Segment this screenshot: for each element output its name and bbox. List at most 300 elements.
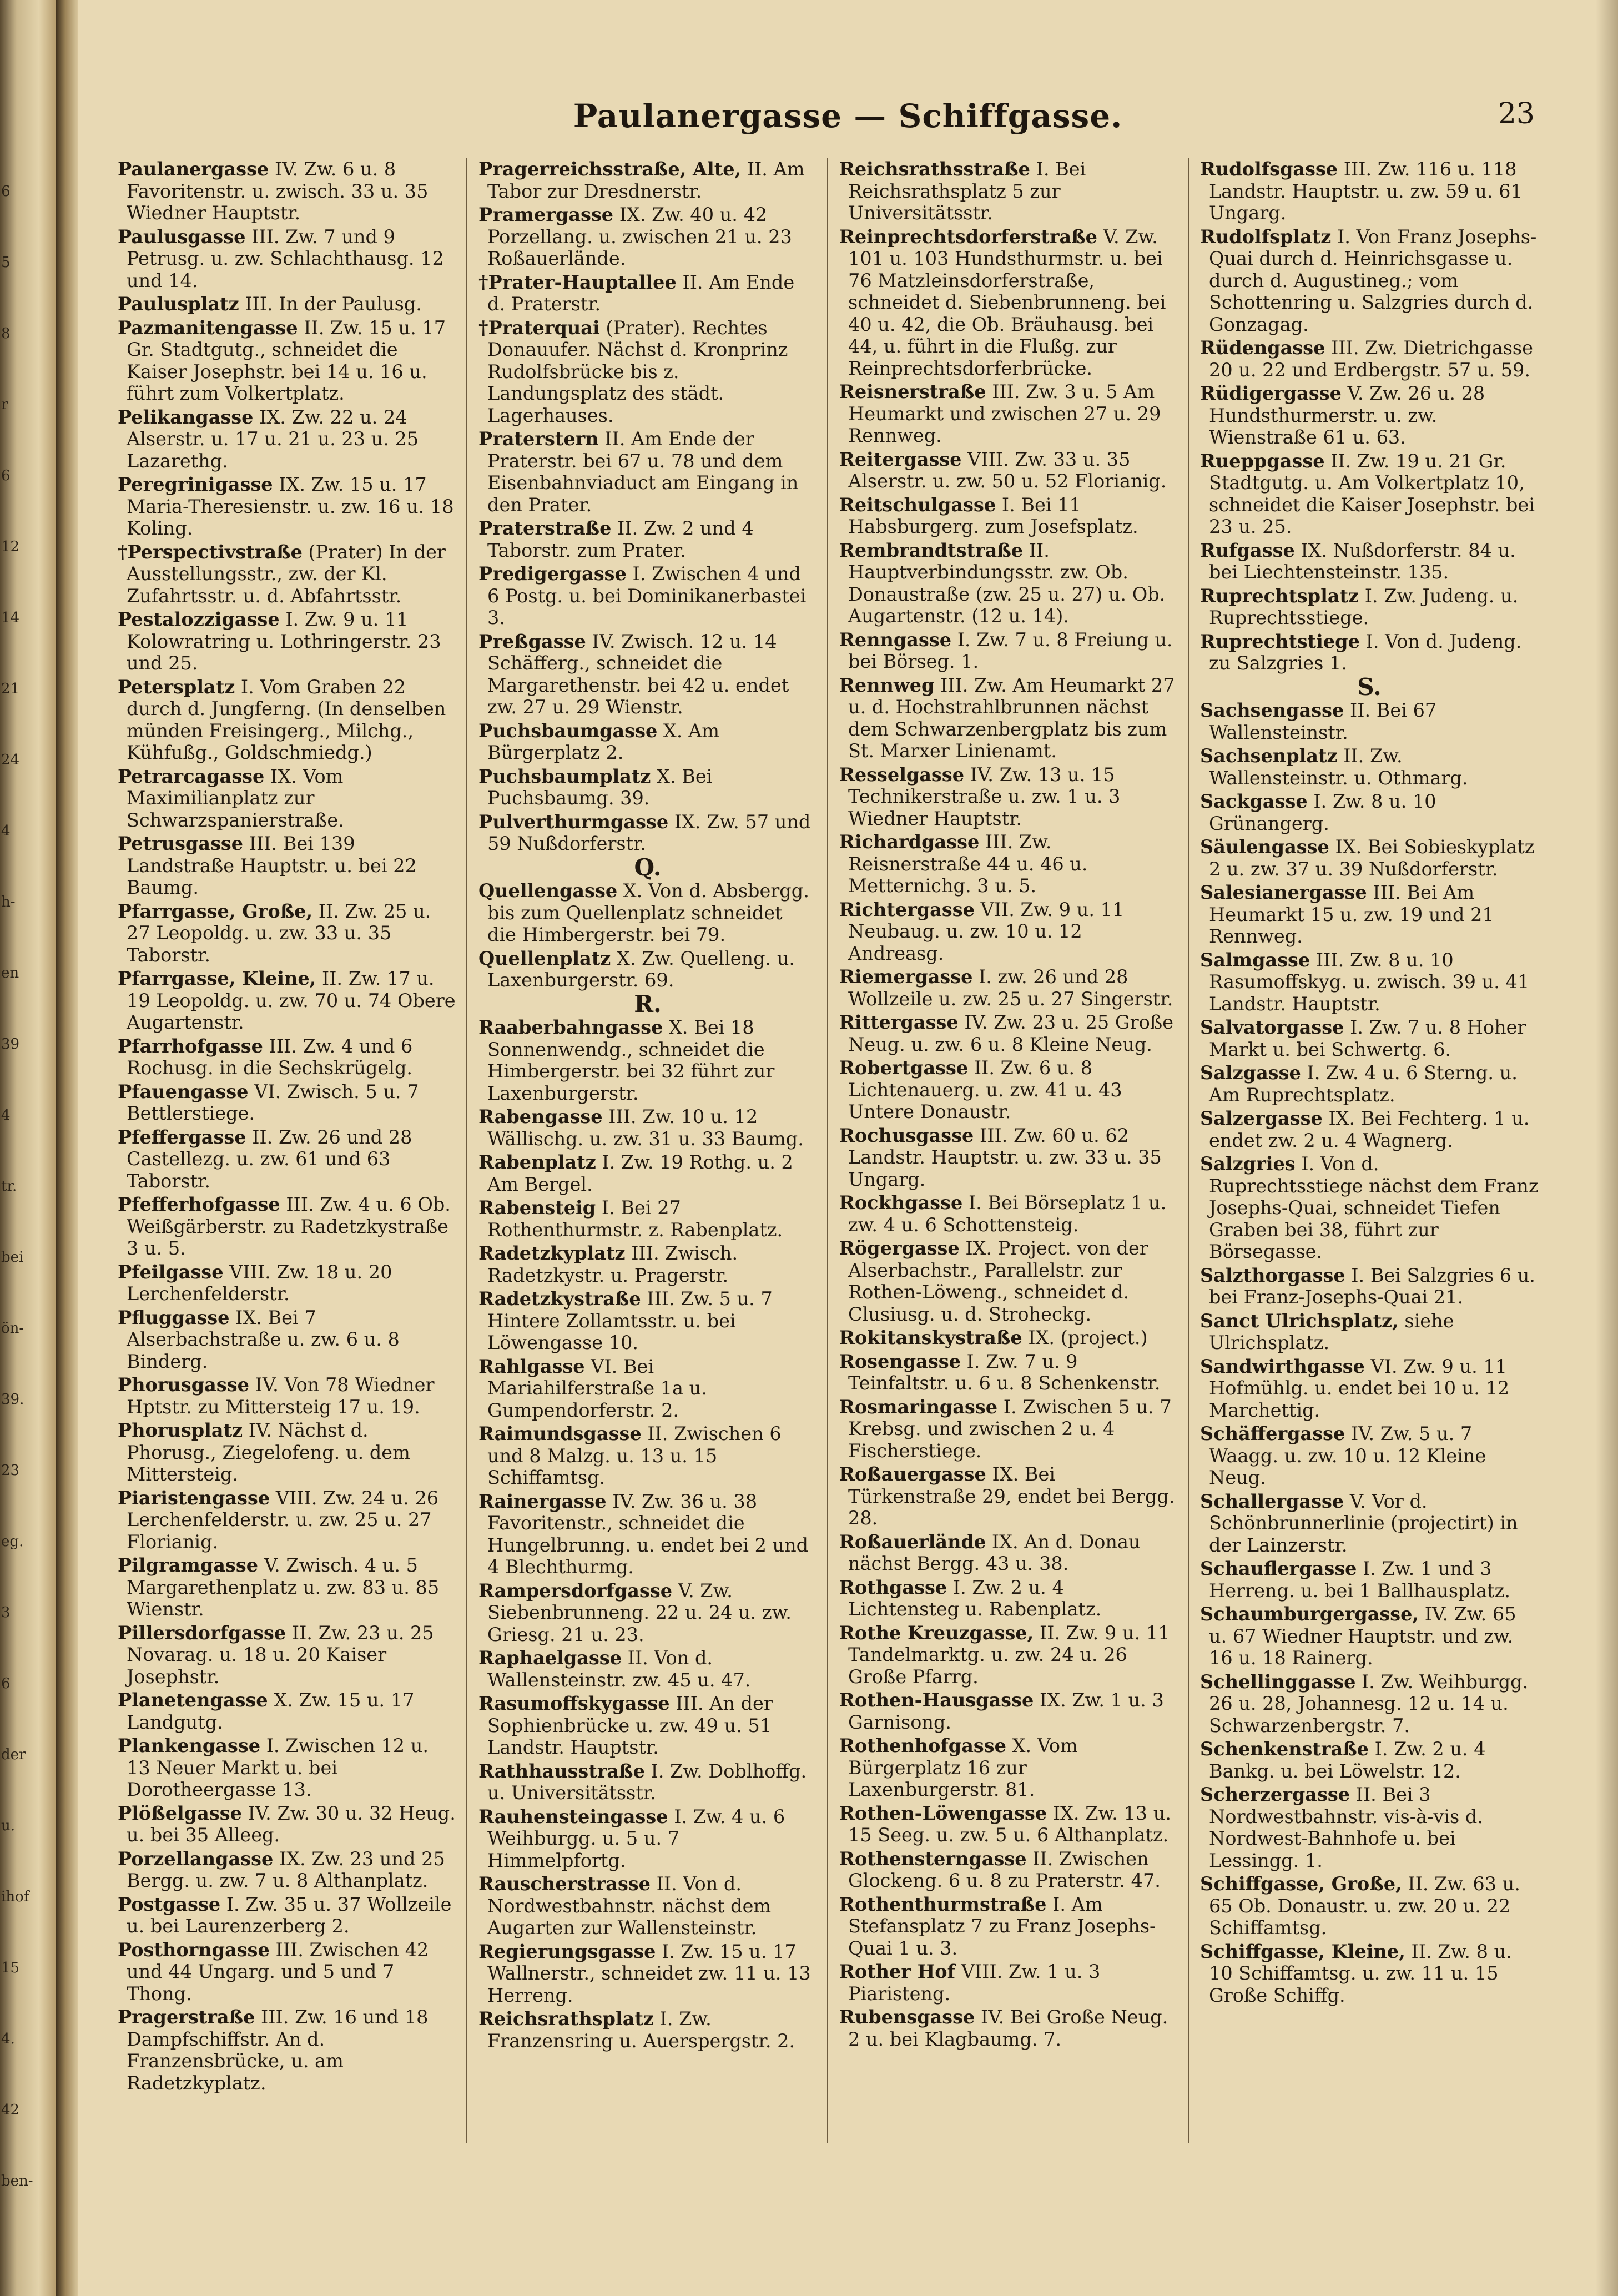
street-entry (1200, 1784, 1539, 1871)
street-description: IV. Zw. 23 u. 25 Große Neug. u. zw. 6 u. 8 Kleine Neug. (848, 1011, 1174, 1055)
street-description: III. Zwisch. Radetzkystr. u. Pragerstr. (487, 1242, 738, 1286)
street-name: Phorusgasse (118, 1374, 249, 1396)
street-entry (1200, 745, 1539, 789)
street-description: IX. (project.) (1028, 1327, 1148, 1348)
street-entry (118, 676, 456, 764)
street-name: Pfeilgasse (118, 1261, 224, 1283)
street-name: Petersplatz (118, 676, 235, 698)
street-entry (118, 1374, 456, 1418)
street-name: †Perspectivstraße (118, 541, 303, 563)
book-gutter (56, 0, 78, 2296)
street-name: Reinprechtsdorferstraße (839, 225, 1097, 248)
street-entry (478, 1356, 817, 1422)
street-description: I. Zwischen 12 u. 13 Neuer Markt u. bei Dorotheergasse 13. (127, 1735, 429, 1800)
street-entry (478, 1016, 817, 1104)
street-name: Rokitanskystraße (839, 1327, 1022, 1348)
street-entry (118, 541, 456, 607)
street-name: Regierungsgasse (478, 1940, 656, 1962)
street-name: Rubensgasse (839, 2006, 975, 2028)
street-name: Petrusgasse (118, 833, 244, 854)
street-entry (478, 2008, 817, 2052)
street-name: Reisnerstraße (839, 381, 986, 402)
previous-page-fragment: der (1, 1746, 26, 1763)
street-name: Pillersdorfgasse (118, 1622, 286, 1644)
street-entry (1200, 158, 1539, 224)
street-name: Pfarrhofgasse (118, 1035, 263, 1057)
street-name: Radetzkyplatz (478, 1242, 626, 1264)
street-description: X. Bei Puchsbaumg. 39. (487, 765, 713, 809)
street-name: Pelikangasse (118, 406, 254, 428)
street-description: II. Zw. 2 und 4 Taborstr. zum Prater. (487, 517, 754, 561)
street-description: IV. Nächst d. Phorusg., Ziegelofeng. u. dem Mittersteig. (127, 1419, 410, 1485)
street-name: Reitschulgasse (839, 494, 996, 516)
street-entry (478, 1288, 817, 1354)
street-entry (478, 1693, 817, 1759)
street-name: Salvatorgasse (1200, 1016, 1344, 1038)
street-entry (478, 1423, 817, 1489)
street-description: II. Am Tabor zur Dresdnerstr. (487, 158, 805, 202)
street-name: Pramergasse (478, 204, 614, 225)
street-name: Pfauengasse (118, 1080, 249, 1102)
street-name: Reichsrathsplatz (478, 2008, 654, 2030)
street-description: II. Von d. Wallensteinstr. zw. 45 u. 47. (487, 1647, 751, 1691)
street-name: Porzellangasse (118, 1847, 274, 1870)
street-description: I. Zw. 8 u. 10 Grünangerg. (1209, 790, 1436, 834)
street-name: Plankengasse (118, 1735, 261, 1756)
street-entry (839, 1735, 1178, 1801)
street-entry (118, 1622, 456, 1688)
column-4 (1200, 158, 1539, 2157)
street-entry (839, 2006, 1178, 2050)
street-entry (839, 1848, 1178, 1892)
street-description: I. Bei Salzgries 6 u. bei Franz-Josephs-Quai 21. (1209, 1264, 1535, 1308)
street-entry (1200, 1016, 1539, 1060)
street-name: Raimundsgasse (478, 1423, 642, 1444)
street-name: Schiffgasse, Große, (1200, 1873, 1402, 1895)
street-description: IX. Zw. 23 und 25 Bergg. u. zw. 7 u. 8 Althanplatz. (127, 1847, 445, 1891)
street-entry (478, 1242, 817, 1286)
street-description: I. Zw. Franzensring u. Auerspergstr. 2. (487, 2008, 795, 2052)
street-entry (118, 1419, 456, 1486)
street-entry (118, 833, 456, 899)
street-entry (118, 1081, 456, 1125)
street-description: VIII. Zw. 24 u. 26 Lerchenfelderstr. u. zw. 25 u. 27 Florianig. (127, 1487, 439, 1553)
street-description: IX. Zw. 13 u. 15 Seeg. u. zw. 5 u. 6 Althanplatz. (848, 1802, 1171, 1846)
street-name: Rothen-Hausgasse (839, 1689, 1034, 1711)
street-description: II. Zw. 9 u. 11 Tandelmarktg. u. zw. 24 u. 26 Große Pfarrg. (848, 1622, 1170, 1688)
street-description: III. Zw. 3 u. 5 Am Heumarkt und zwischen 27 u. 29 Rennweg. (848, 381, 1161, 446)
street-entry (1200, 1265, 1539, 1308)
street-description: I. Vom Graben 22 durch d. Jungferng. (In denselben münden Freisingerg., Milchg., Kühfußg., Goldschmiedg.) (127, 676, 446, 763)
letter-heading: R. (634, 990, 662, 1018)
street-name: Rabenplatz (478, 1151, 596, 1173)
running-title: Paulanergasse — Schiffgasse. (573, 97, 1123, 135)
street-name: Renngasse (839, 628, 952, 651)
street-description: II. Zw. 26 und 28 Castellezg. u. zw. 61 und 63 Taborstr. (127, 1126, 412, 1192)
street-entry (478, 1647, 817, 1691)
street-name: Rembrandtstraße (839, 539, 1024, 561)
street-description: IX. Vom Maximilianplatz zur Schwarzspanierstraße. (127, 765, 344, 831)
street-name: Paulanergasse (118, 158, 269, 180)
street-name: Ruprechtstiege (1200, 630, 1360, 652)
street-description: I. Bei 11 Habsburgerg. zum Josefsplatz. (848, 494, 1138, 537)
previous-page-fragment: 24 (1, 752, 20, 768)
street-name: Rathhausstraße (478, 1760, 645, 1782)
street-description: I. Zwischen 5 u. 7 Krebsg. und zwischen 2 u. 4 Fischerstiege. (848, 1396, 1172, 1462)
street-description: X. Am Bürgerplatz 2. (487, 719, 720, 763)
street-description: I. Zw. 2 u. 4 Bankg. u. bei Löwelstr. 12. (1209, 1738, 1486, 1782)
street-entry (1200, 1423, 1539, 1489)
street-entry (478, 948, 817, 991)
street-entry (118, 766, 456, 832)
street-entry (478, 428, 817, 516)
street-entry (839, 1802, 1178, 1846)
previous-page-fragment: r (1, 396, 8, 413)
previous-page-fragment: h- (1, 894, 16, 910)
street-name: Praterstern (478, 428, 599, 450)
previous-page-fragment: 6 (1, 467, 11, 484)
street-description: IX. Bei Sobieskyplatz 2 u. zw. 37 u. 39 Nußdorferstr. (1209, 836, 1535, 880)
street-entry (1200, 1671, 1539, 1737)
previous-page-fragment: 12 (1, 538, 20, 555)
street-entry (839, 1622, 1178, 1688)
street-entry (839, 764, 1178, 830)
street-description: IX. Zw. 22 u. 24 Alserstr. u. 17 u. 21 u. 23 u. 25 Lazarethg. (127, 406, 419, 472)
street-entry (118, 1487, 456, 1553)
street-description: IV. Zw. 30 u. 32 Heug. u. bei 35 Alleeg. (127, 1802, 456, 1846)
street-description: IV. Von 78 Wiedner Hptstr. zu Mittersteig 17 u. 19. (127, 1374, 435, 1418)
street-entry (1200, 836, 1539, 880)
letter-heading: S. (1357, 673, 1382, 701)
street-entry (839, 899, 1178, 965)
street-description: I. Bei Börseplatz 1 u. zw. 4 u. 6 Schottensteig. (848, 1192, 1167, 1236)
street-name: Schiffgasse, Kleine, (1200, 1940, 1405, 1962)
street-entry (478, 631, 817, 718)
street-entry (1200, 1107, 1539, 1151)
street-description: X. Bei 18 Sonnenwendg., schneidet die Himbergerstr. bei 32 führt zur Laxenburgerstr. (487, 1016, 775, 1104)
street-name: Rothgasse (839, 1576, 947, 1598)
street-entry (478, 1873, 817, 1939)
street-entry (839, 674, 1178, 762)
street-description: IV. Zwisch. 12 u. 14 Schäfferg., schneidet die Margarethenstr. bei 42 u. endet zw. 27 u. 29 Wienstr. (487, 630, 789, 718)
street-description: IV. Zw. 13 u. 15 Technikerstraße u. zw. 1 u. 3 Wiedner Hauptstr. (848, 763, 1121, 829)
street-name: Predigergasse (478, 563, 627, 585)
street-entry (839, 1463, 1178, 1529)
street-description: IV. Zw. 36 u. 38 Favoritenstr., schneidet die Hungelbrunng. u. endet bei 2 und 4 Blechthurmg. (487, 1490, 809, 1578)
street-description: IV. Zw. 5 u. 7 Waagg. u. zw. 10 u. 12 Kleine Neug. (1209, 1423, 1486, 1488)
street-description: (Prater). Rechtes Donauufer. Nächst d. Kronprinz Rudolfsbrücke bis z. Landungsplatz des städt. Lagerhauses. (487, 316, 788, 426)
street-name: Roßauergasse (839, 1463, 986, 1485)
street-description: IX. Bei 7 Alserbachstraße u. zw. 6 u. 8 Binderg. (127, 1306, 400, 1372)
street-description: II. Zw. Wallensteinstr. u. Othmarg. (1209, 745, 1468, 789)
previous-page-fragment: 4 (1, 823, 11, 839)
street-description: (Prater) In der Ausstellungsstr., zw. der Kl. Zufahrtsstr. u. d. Abfahrtsstr. (127, 541, 446, 607)
column-3 (839, 158, 1178, 2157)
street-description: VIII. Zw. 33 u. 35 Alserstr. u. zw. 50 u. 52 Florianig. (848, 448, 1167, 492)
street-name: Schenkenstraße (1200, 1738, 1369, 1760)
street-entry (118, 608, 456, 674)
street-entry (1200, 699, 1539, 743)
street-name: Resselgasse (839, 763, 965, 786)
previous-page-fragment: 21 (1, 681, 20, 697)
street-name: Scherzergasse (1200, 1784, 1350, 1805)
street-name: Pragerstraße (118, 2006, 255, 2028)
street-name: Rampersdorfgasse (478, 1579, 673, 1602)
street-entry (118, 1848, 456, 1892)
street-description: X. Vom Bürgerplatz 16 zur Laxenburgerstr. 81. (848, 1735, 1078, 1800)
street-name: Pazmanitengasse (118, 316, 298, 339)
column-1 (118, 158, 456, 2157)
street-name: Paulusplatz (118, 293, 239, 315)
street-name: Sackgasse (1200, 790, 1308, 812)
street-description: III. Zw. Dietrichgasse 20 u. 22 und Erdbergstr. 57 u. 59. (1209, 337, 1533, 381)
street-entry (478, 720, 817, 764)
street-name: Schellinggasse (1200, 1670, 1356, 1693)
street-description: IV. Zw. 6 u. 8 Favoritenstr. u. zwisch. 33 u. 35 Wiedner Hauptstr. (127, 158, 429, 224)
street-entry (839, 158, 1178, 224)
street-entry (118, 1126, 456, 1192)
street-entry (478, 204, 817, 270)
street-name: Rosmaringasse (839, 1396, 998, 1418)
previous-page-fragment: 4 (1, 1107, 11, 1124)
street-entry (839, 1894, 1178, 1960)
street-entry (1200, 540, 1539, 583)
street-name: Pfluggasse (118, 1306, 230, 1328)
street-name: Rögergasse (839, 1237, 960, 1259)
street-description: I. Zw. 4 u. 6 Weihburgg. u. 5 u. 7 Himmelpfortg. (487, 1805, 785, 1871)
street-description: I. Zw. 7 u. 8 Freiung u. bei Börseg. 1. (848, 628, 1173, 672)
street-description: II. Zw. 25 u. 27 Leopoldg. u. zw. 33 u. 35 Taborstr. (127, 900, 431, 966)
street-name: Säulengasse (1200, 836, 1329, 858)
letter-heading: Q. (634, 853, 662, 881)
street-description: I. Bei 27 Rothenthurmstr. z. Rabenplatz. (487, 1197, 783, 1241)
street-description: II. Bei 3 Nordwestbahnstr. vis-à-vis d. Nordwest-Bahnhofe u. bei Lessingg. 1. (1209, 1784, 1483, 1871)
street-entry (478, 766, 817, 809)
street-entry (1200, 450, 1539, 538)
street-description: IV. Zw. 65 u. 67 Wiedner Hauptstr. und zw. 16 u. 18 Rainerg. (1209, 1603, 1516, 1669)
street-description: III. In der Paulusg. (245, 293, 422, 315)
column-divider (466, 158, 467, 2143)
street-description: III. Bei 139 Landstraße Hauptstr. u. bei 22 Baumg. (127, 833, 417, 898)
previous-page-fragment: 15 (1, 1960, 20, 1976)
street-entry (839, 1396, 1178, 1462)
street-description: III. Zw. 7 und 9 Petrusg. u. zw. Schlachthausg. 12 und 14. (127, 225, 444, 291)
previous-page-fragment: bei (1, 1249, 24, 1266)
street-name: Paulusgasse (118, 225, 246, 248)
street-description: III. Zw. 16 und 18 Dampfschiffstr. An d. Franzensbrücke, u. am Radetzkyplatz. (127, 2006, 429, 2094)
street-description: II. Am Ende d. Praterstr. (487, 271, 795, 315)
street-name: Rittergasse (839, 1011, 959, 1033)
street-description: II. Zwischen Glockeng. 6 u. 8 zu Praterstr. 47. (848, 1847, 1161, 1891)
street-name: Pragerreichsstraße, Alte, (478, 158, 742, 180)
street-description: IX. Zw. 15 u. 17 Maria-Theresienstr. u. zw. 16 u. 18 Koling. (127, 474, 454, 539)
street-description: VII. Zw. 9 u. 11 Neubaug. u. zw. 10 u. 12 Andreasg. (848, 898, 1125, 964)
street-entry (839, 1577, 1178, 1620)
street-entry (118, 293, 456, 315)
street-name: Piaristengasse (118, 1487, 270, 1509)
previous-page-fragment: ihof (1, 1889, 29, 1905)
street-entry (478, 1106, 817, 1150)
previous-page-fragment: 8 (1, 325, 11, 342)
previous-page-fragment: 5 (1, 254, 11, 271)
street-description: V. Zw. Siebenbrunneng. 22 u. 24 u. zw. Griesg. 21 u. 23. (487, 1579, 792, 1645)
street-entry (118, 1689, 456, 1733)
street-description: I. Zw. 1 und 3 Herreng. u. bei 1 Ballhausplatz. (1209, 1558, 1510, 1602)
page-header (78, 97, 1618, 147)
street-name: Rainergasse (478, 1490, 607, 1512)
street-name: Reichsrathsstraße (839, 158, 1030, 180)
street-name: Radetzkystraße (478, 1288, 641, 1310)
street-description: I. Von d. Judeng. zu Salzgries 1. (1209, 630, 1522, 674)
street-description: II. Hauptverbindungsstr. zw. Ob. Donaustraße (zw. 25 u. 27) u. Ob. Augartenstr. (12 u. 14). (848, 539, 1166, 627)
street-name: Posthorngasse (118, 1938, 270, 1961)
column-2 (478, 158, 817, 2157)
street-description: V. Zwisch. 4 u. 5 Margarethenplatz u. zw. 83 u. 85 Wienstr. (127, 1554, 440, 1620)
street-name: Rochusgasse (839, 1124, 974, 1146)
street-name: Rüdengasse (1200, 337, 1325, 359)
street-description: I. Zw. 7 u. 8 Hoher Markt u. bei Schwertg. 6. (1209, 1016, 1526, 1060)
previous-page-fragment: 6 (1, 1675, 11, 1692)
street-entry (118, 1307, 456, 1373)
previous-page-fragment: eg. (1, 1533, 24, 1550)
previous-page-fragment: ön- (1, 1320, 24, 1337)
street-description: IV. Bei Große Neug. 2 u. bei Klagbaumg. 7. (848, 2006, 1168, 2050)
street-name: Pulverthurmgasse (478, 810, 669, 833)
street-entry (1200, 1356, 1539, 1422)
street-name: Rasumoffskygasse (478, 1693, 670, 1714)
street-description: III. Zw. 4 u. 6 Ob. Weißgärberstr. zu Radetzkystraße 3 u. 5. (127, 1194, 451, 1259)
street-entry (118, 2006, 456, 2094)
street-entry (118, 1261, 456, 1305)
street-name: Salzergasse (1200, 1107, 1323, 1129)
street-name: Schallergasse (1200, 1490, 1344, 1512)
street-entry (118, 1554, 456, 1620)
street-description: I. Zw. 35 u. 37 Wollzeile u. bei Laurenzerberg 2. (127, 1893, 452, 1937)
street-entry (478, 811, 817, 855)
street-entry (118, 317, 456, 405)
street-description: II. Zw. 15 u. 17 Gr. Stadtgutg., schneidet die Kaiser Josephstr. bei 14 u. 16 u. führt zum Volkertplatz. (127, 316, 446, 404)
street-entry (118, 1735, 456, 1801)
street-description: I. Zw. 15 u. 17 Wallnerstr., schneidet zw. 11 u. 13 Herreng. (487, 1940, 811, 2006)
street-description: VI. Bei Mariahilferstraße 1a u. Gumpendorferstr. 2. (487, 1355, 707, 1421)
street-name: Salzthorgasse (1200, 1264, 1345, 1286)
street-description: II. Zw. 19 u. 21 Gr. Stadtgutg. u. Am Volkertplatz 10, schneidet die Kaiser Josephstr. bei 23 u. 25. (1209, 450, 1535, 537)
street-description: I. Zw. 9 u. 11 Kolowratring u. Lothringerstr. 23 und 25. (127, 608, 441, 674)
previous-page-fragment: 14 (1, 610, 20, 626)
street-entry (118, 1194, 456, 1260)
street-name: Schaumburgergasse, (1200, 1603, 1419, 1625)
street-description: I. Von d. Ruprechtsstiege nächst dem Franz Josephs-Quai, schneidet Tiefen Graben bei 38, führt zur Börsegasse. (1209, 1153, 1539, 1262)
street-description: VI. Zwisch. 5 u. 7 Bettlerstiege. (127, 1080, 419, 1124)
street-entry (478, 517, 817, 561)
street-description: I. Zw. 2 u. 4 Lichtensteg u. Rabenplatz. (848, 1576, 1102, 1620)
street-description: III. Zw. 116 u. 118 Landstr. Hauptstr. u. zw. 59 u. 61 Ungarg. (1209, 158, 1523, 224)
street-name: Robertgasse (839, 1057, 969, 1079)
street-name: Phorusplatz (118, 1419, 243, 1441)
street-entry (839, 1689, 1178, 1733)
street-description: I. Bei Reichsrathsplatz 5 zur Universitätsstr. (848, 158, 1086, 224)
street-description: V. Zw. 26 u. 28 Hundsthurmerstr. u. zw. Wienstraße 61 u. 63. (1209, 382, 1485, 448)
street-name: Pfarrgasse, Kleine, (118, 968, 316, 989)
street-name: Sachsengasse (1200, 699, 1344, 721)
street-name: Schauflergasse (1200, 1558, 1357, 1579)
street-entry (839, 1961, 1178, 2005)
street-description: III. Zw. 5 u. 7 Hintere Zollamtsstr. u. bei Löwengasse 10. (487, 1288, 773, 1353)
street-entry (478, 158, 817, 202)
street-name: Salzgries (1200, 1153, 1296, 1175)
street-entry (839, 629, 1178, 673)
street-name: Riemergasse (839, 966, 973, 988)
street-name: Rabensteig (478, 1197, 596, 1219)
street-entry (1200, 1941, 1539, 2007)
street-name: Quellenplatz (478, 947, 611, 969)
street-description: II. Von d. Nordwestbahnstr. nächst dem Augarten zur Wallensteinstr. (487, 1873, 772, 1938)
street-entry (1200, 585, 1539, 629)
street-name: Rother Hof (839, 1961, 956, 1982)
street-entry (1200, 1558, 1539, 1602)
street-name: Rothenthurmstraße (839, 1893, 1047, 1915)
street-name: Salmgasse (1200, 949, 1310, 971)
street-description: I. Zwischen 4 und 6 Postg. u. bei Dominikanerbastei 3. (487, 563, 807, 628)
column-divider (1188, 158, 1189, 2143)
street-name: Richtergasse (839, 898, 975, 920)
street-name: Raphaelgasse (478, 1647, 622, 1669)
street-name: Rauscherstrasse (478, 1873, 651, 1895)
street-name: Plößelgasse (118, 1802, 242, 1824)
street-name: Salesianergasse (1200, 882, 1367, 903)
street-name: Rothe Kreuzgasse, (839, 1622, 1034, 1644)
street-name: Rahlgasse (478, 1355, 585, 1377)
street-entry (1200, 1062, 1539, 1106)
street-entry (839, 449, 1178, 492)
street-entry (1200, 631, 1539, 674)
street-name: †Prater-Hauptallee (478, 271, 677, 293)
street-entry (839, 1192, 1178, 1236)
street-name: Reitergasse (839, 448, 962, 470)
street-name: Pilgramgasse (118, 1554, 259, 1576)
street-entry (478, 317, 817, 427)
street-name: Salzgasse (1200, 1062, 1301, 1084)
street-description: I. Zw. Judeng. u. Ruprechtsstiege. (1209, 585, 1519, 628)
street-name: Rennweg (839, 674, 935, 696)
street-name: †Praterquai (478, 316, 600, 339)
street-description: I. Zw. Weihburgg. 26 u. 28, Johannesg. 12 u. 14 u. Schwarzenbergstr. 7. (1209, 1670, 1529, 1736)
street-name: Preßgasse (478, 630, 586, 652)
street-entry (839, 1327, 1178, 1349)
street-name: Rockhgasse (839, 1192, 963, 1214)
street-entry (118, 900, 456, 966)
street-entry (839, 966, 1178, 1010)
street-entry (839, 226, 1178, 380)
previous-page-fragment: 39 (1, 1036, 20, 1053)
street-entry (839, 540, 1178, 627)
street-entry (839, 1125, 1178, 1191)
street-name: Pestalozzigasse (118, 608, 280, 630)
street-entry (1200, 226, 1539, 336)
street-entry (118, 1035, 456, 1079)
street-name: Planetengasse (118, 1689, 268, 1711)
street-entry (1200, 1153, 1539, 1263)
street-entry (118, 406, 456, 472)
street-entry (1200, 1738, 1539, 1782)
street-entry (1200, 949, 1539, 1015)
street-entry (839, 381, 1178, 447)
street-description: III. Zw. 60 u. 62 Landstr. Hauptstr. u. zw. 33 u. 35 Ungarg. (848, 1124, 1162, 1190)
street-description: IX. Zw. 57 und 59 Nußdorferstr. (487, 810, 811, 854)
street-entry (118, 1939, 456, 2005)
street-description: II. Zw. 17 u. 19 Leopoldg. u. zw. 70 u. 74 Obere Augartenstr. (127, 968, 456, 1033)
street-description: I. Zw. 4 u. 6 Sterng. u. Am Ruprechtsplatz. (1209, 1062, 1518, 1106)
